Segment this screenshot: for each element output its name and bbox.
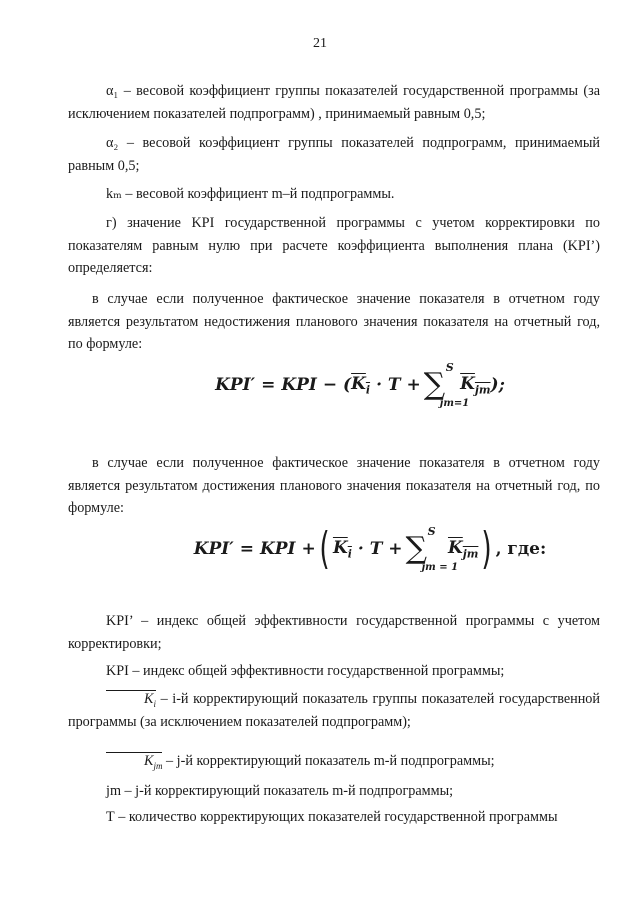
formula2-dot-t: · T +	[357, 539, 403, 559]
paragraph-ki-def: $K_i - i-й$ корректирующий показатель группы показателей государственной программы (за исключением показателей подпрограмм);	[68, 691, 600, 730]
formula2-ki: $K_i$	[332, 537, 352, 561]
formula1-eq: =	[261, 375, 276, 395]
formula-kpi-minus	[0, 361, 640, 409]
paragraph-kpi-def: KPI – индекс общей эффективности государственной программы;	[106, 663, 505, 679]
formula1-ki: $K_i$	[351, 373, 371, 397]
paragraph-t-def: Т – количество корректирующих показателей государственной программы	[106, 809, 558, 825]
page-number: 21	[313, 36, 327, 51]
formula2-kjm: $K_{jm}$	[447, 537, 479, 561]
paragraph-case-achieved: в случае если полученное фактическое значение показателя в отчетном году является результатом достижения планового значения показателя на отчетный год, по формуле:	[68, 455, 600, 516]
formula2-kpi: KPI	[260, 539, 296, 559]
paragraph-alpha2: α₂ – весовой коэффициент группы показателей подпрограмм, принимаемый равным 0,5;	[68, 135, 600, 174]
ki-symbol: $K_i$	[106, 690, 156, 711]
formula2-sum-bottom: jm = 1	[421, 562, 459, 573]
formula2-sum	[405, 525, 459, 573]
paragraph-alpha1: α₁ – весовой коэффициент группы показателей государственной программы (за исключением показателей подпрограмм) , принимаемый равным 0,5;	[68, 83, 600, 122]
sum-sign-icon: ∑	[423, 367, 446, 402]
formula1-minus: − (	[322, 375, 352, 395]
paragraph-kpi-prime-def: KPI’ – индекс общей эффективности государственной программы с учетом корректировки;	[68, 613, 600, 652]
formula2-end: , где:	[495, 539, 547, 559]
paragraph-km: kₘ – весовой коэффициент m–й подпрограммы.	[106, 186, 395, 202]
formula2-eq: =	[239, 539, 254, 559]
kjm-symbol: $K_{jm}$	[106, 752, 162, 773]
formula1-sum-top: S	[445, 361, 454, 374]
paragraph-case-not-achieved: в случае если полученное фактическое значение показателя в отчетном году является результатом недостижения планового значения показателя на отчетный год, по формуле:	[68, 291, 600, 352]
formula1-sum-bottom: jm=1	[439, 398, 470, 409]
right-paren-icon: )	[481, 523, 493, 574]
formula1-kjm: $K_{jm}$	[460, 373, 491, 397]
formula2-plus: +	[301, 539, 316, 559]
formula1-dot-t: · T +	[376, 375, 421, 395]
formula-kpi-plus	[0, 524, 640, 574]
formula2-sum-top: S	[427, 525, 436, 538]
paragraph-kjm-def: $K_{jm} - j-й$ корректирующий показатель m-й подпрограммы;	[68, 750, 600, 773]
paragraph-jm-def: jm – j-й корректирующий показатель m-й подпрограммы;	[106, 783, 454, 799]
formula1-lhs: KPI′	[215, 375, 256, 395]
formula1-kpi: KPI	[281, 375, 317, 395]
sum-sign-icon: ∑	[405, 531, 427, 566]
formula2-lhs: KPI′	[193, 539, 234, 559]
paragraph-kpi-correction: г) значение KPI государственной программы с учетом корректировки по показателям равным нулю при расчете коэффициента выполнения плана (KPI’) определяется:	[68, 215, 600, 276]
formula1-sum	[423, 361, 470, 409]
formula1-end: );	[490, 375, 505, 395]
left-paren-icon: (	[319, 523, 330, 574]
